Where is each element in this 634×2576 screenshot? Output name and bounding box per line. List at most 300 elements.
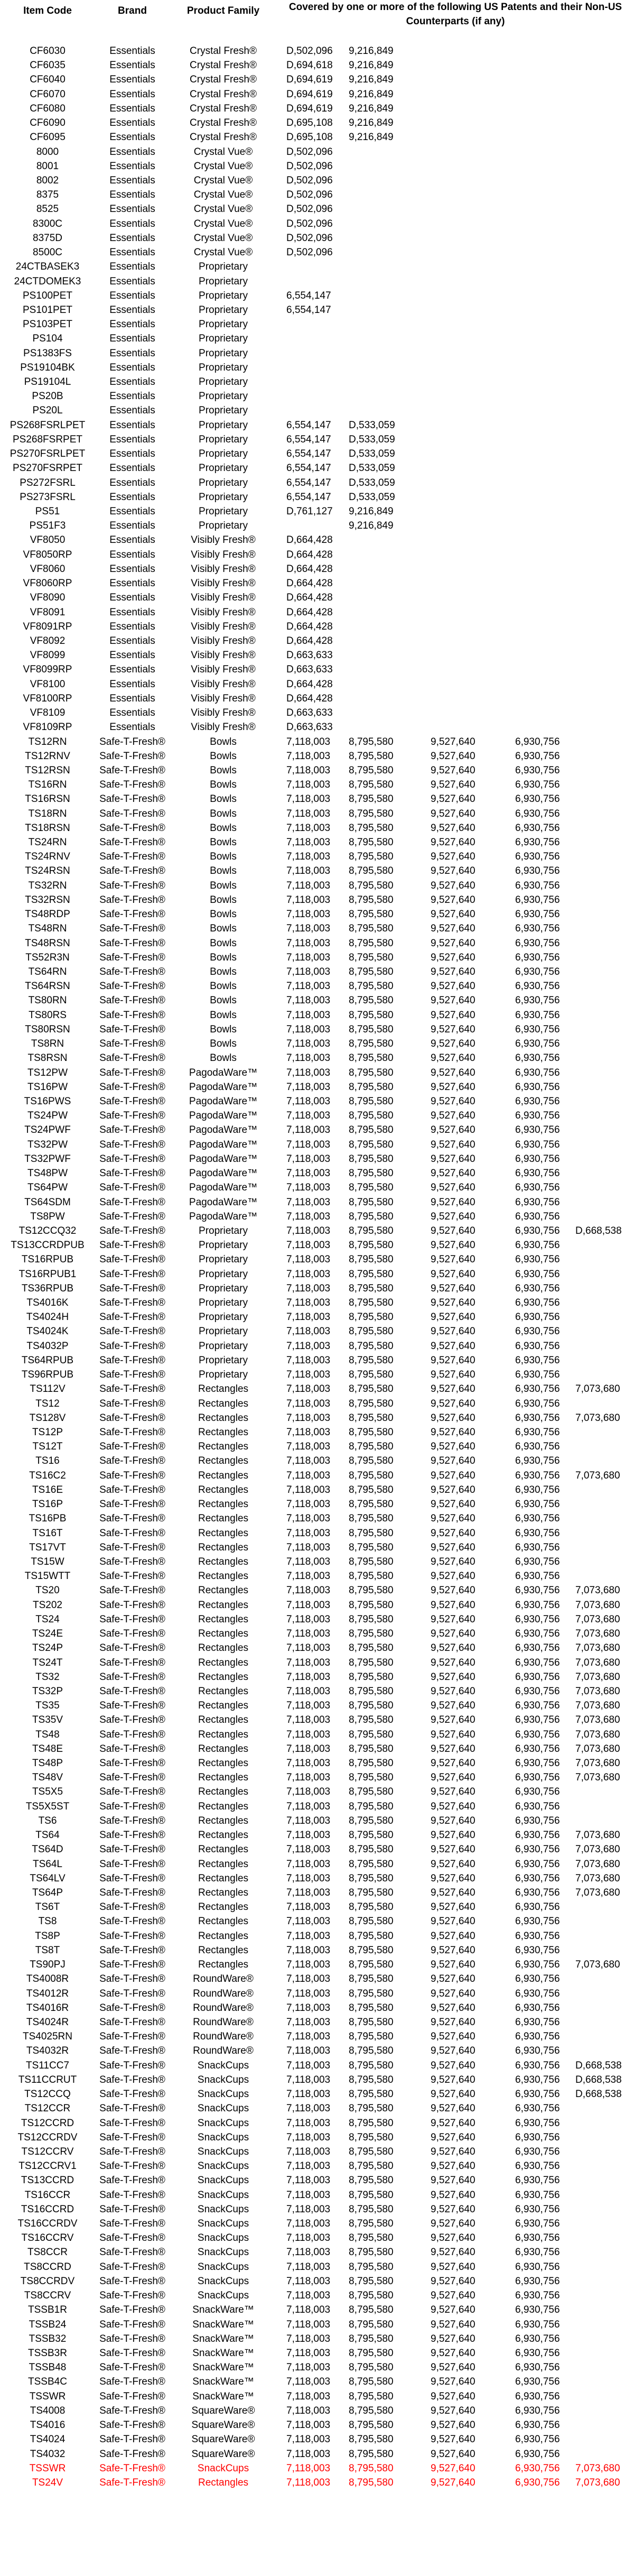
patent-4-cell: 6,930,756 bbox=[515, 2045, 560, 2057]
patent-3-cell bbox=[416, 173, 497, 188]
patent-5-cell bbox=[571, 1497, 634, 1511]
patent-2-cell: 8,795,580 bbox=[349, 1441, 394, 1453]
table-row bbox=[0, 1497, 634, 1511]
patent-1-cell: 7,118,003 bbox=[286, 2203, 331, 2215]
patent-4-cell: 6,930,756 bbox=[515, 2160, 560, 2172]
patent-3-cell: 9,527,640 bbox=[431, 750, 476, 762]
patent-1-cell: 7,118,003 bbox=[286, 1326, 331, 1337]
patent-4-cell: 6,930,756 bbox=[515, 1124, 560, 1136]
patent-1-cell: D,663,633 bbox=[286, 722, 333, 733]
patent-3-cell: 9,527,640 bbox=[431, 1988, 476, 1999]
patent-5-cell bbox=[571, 2318, 634, 2332]
patent-1-cell: 7,118,003 bbox=[286, 2290, 331, 2302]
patent-2-cell: 8,795,580 bbox=[349, 1628, 394, 1640]
patent-3-cell: 9,527,640 bbox=[431, 1254, 476, 1266]
brand-cell: Safe-T-Fresh® bbox=[99, 1398, 165, 1409]
table-row bbox=[0, 979, 634, 993]
table-row bbox=[0, 1439, 634, 1454]
table-row bbox=[0, 1180, 634, 1195]
patent-2-cell: 8,795,580 bbox=[349, 764, 394, 776]
patent-4-cell: 6,930,756 bbox=[515, 1225, 560, 1236]
item-code-cell: TS16P bbox=[32, 1499, 63, 1510]
patent-1-cell: 7,118,003 bbox=[286, 1412, 331, 1424]
product-family-cell: Rectangles bbox=[198, 1541, 249, 1553]
patent-3-cell: 9,527,640 bbox=[431, 2304, 476, 2316]
patent-1-cell: 7,118,003 bbox=[286, 2089, 331, 2100]
brand-cell: Safe-T-Fresh® bbox=[99, 2348, 165, 2359]
patent-4-cell: 6,930,756 bbox=[515, 2031, 560, 2043]
patent-5-cell bbox=[571, 2217, 634, 2231]
item-code-cell: TS4024R bbox=[26, 2016, 69, 2028]
patent-1-cell bbox=[277, 361, 349, 375]
patent-3-cell bbox=[416, 58, 497, 72]
patent-3-cell: 9,527,640 bbox=[431, 2232, 476, 2244]
brand-cell: Essentials bbox=[109, 650, 155, 661]
patent-3-cell: 9,527,640 bbox=[431, 1196, 476, 1208]
patent-4-cell: 6,930,756 bbox=[515, 2434, 560, 2445]
patent-2-cell bbox=[349, 576, 416, 590]
item-code-cell: TS12RSN bbox=[25, 764, 70, 776]
brand-cell: Safe-T-Fresh® bbox=[99, 1196, 165, 1208]
patent-3-cell: 9,527,640 bbox=[431, 2146, 476, 2157]
patent-3-cell: 9,527,640 bbox=[431, 1585, 476, 1596]
patent-1-cell: D,502,096 bbox=[286, 204, 333, 215]
product-family-cell: Bowls bbox=[210, 837, 237, 848]
patent-3-cell: 9,527,640 bbox=[431, 2131, 476, 2143]
patent-3-cell: 9,527,640 bbox=[431, 2333, 476, 2344]
item-code-cell: TS48 bbox=[35, 1729, 60, 1740]
patent-4-cell: 6,930,756 bbox=[515, 1671, 560, 1683]
brand-cell: Safe-T-Fresh® bbox=[99, 1340, 165, 1352]
product-family-cell: PagodaWare™ bbox=[189, 1124, 258, 1136]
patent-1-cell: 7,118,003 bbox=[286, 2420, 331, 2431]
patent-2-cell: 8,795,580 bbox=[349, 1455, 394, 1467]
brand-cell: Safe-T-Fresh® bbox=[99, 1872, 165, 1884]
item-code-cell: TS32 bbox=[35, 1671, 60, 1683]
brand-cell: Safe-T-Fresh® bbox=[99, 1858, 165, 1870]
patent-3-cell bbox=[416, 217, 497, 231]
patent-1-cell: 7,118,003 bbox=[286, 851, 331, 863]
table-row bbox=[0, 389, 634, 403]
patent-2-cell bbox=[349, 634, 416, 648]
brand-cell: Essentials bbox=[109, 506, 155, 517]
table-row bbox=[0, 188, 634, 202]
item-code-cell: PS268FSRPET bbox=[13, 433, 82, 445]
item-code-cell: TS12CCR bbox=[24, 2103, 71, 2115]
item-code-cell: TS4008R bbox=[26, 1973, 69, 1985]
patent-2-cell bbox=[349, 691, 416, 706]
brand-cell: Essentials bbox=[109, 60, 155, 71]
patent-2-cell: 8,795,580 bbox=[349, 1383, 394, 1395]
patent-3-cell: 9,527,640 bbox=[431, 1139, 476, 1150]
patent-5-cell: D,668,538 bbox=[575, 1225, 622, 1236]
patent-2-cell: 9,216,849 bbox=[349, 117, 394, 129]
patent-4-cell bbox=[497, 173, 571, 188]
patent-4-cell: 6,930,756 bbox=[515, 1988, 560, 1999]
patent-5-cell bbox=[571, 2332, 634, 2346]
patent-4-cell bbox=[497, 533, 571, 547]
patent-5-cell: 7,073,680 bbox=[575, 1887, 620, 1898]
brand-cell: Essentials bbox=[109, 275, 155, 287]
item-code-cell: PS19104BK bbox=[20, 362, 75, 373]
item-code-cell: TS12 bbox=[35, 1398, 60, 1409]
patent-4-cell: 6,930,756 bbox=[515, 1685, 560, 1697]
table-row bbox=[0, 317, 634, 331]
product-family-cell: Rectangles bbox=[198, 1599, 249, 1611]
patent-4-cell: 6,930,756 bbox=[515, 1081, 560, 1093]
patent-1-cell: 7,118,003 bbox=[286, 995, 331, 1007]
table-row bbox=[0, 260, 634, 274]
table-row bbox=[0, 72, 634, 87]
brand-cell: Safe-T-Fresh® bbox=[99, 2362, 165, 2374]
patent-3-cell bbox=[416, 490, 497, 504]
patent-5-cell bbox=[571, 1138, 634, 1152]
patent-4-cell: 6,930,756 bbox=[515, 793, 560, 805]
brand-cell: Essentials bbox=[109, 189, 155, 201]
patent-3-cell bbox=[416, 317, 497, 331]
product-family-cell: Proprietary bbox=[199, 477, 248, 488]
brand-cell: Safe-T-Fresh® bbox=[99, 1541, 165, 1553]
brand-cell: Safe-T-Fresh® bbox=[99, 2103, 165, 2115]
patent-4-cell: 6,930,756 bbox=[515, 2175, 560, 2186]
table-row bbox=[0, 1742, 634, 1756]
brand-cell: Safe-T-Fresh® bbox=[99, 837, 165, 848]
table-row bbox=[0, 2116, 634, 2130]
brand-cell: Safe-T-Fresh® bbox=[99, 1801, 165, 1812]
patent-1-cell: D,664,428 bbox=[286, 592, 333, 604]
patent-4-cell: 6,930,756 bbox=[515, 1254, 560, 1266]
patent-1-cell: 7,118,003 bbox=[286, 2002, 331, 2014]
patent-1-cell: 7,118,003 bbox=[286, 1139, 331, 1150]
brand-cell: Safe-T-Fresh® bbox=[99, 1988, 165, 1999]
product-family-cell: Proprietary bbox=[199, 448, 248, 460]
patent-1-cell: 7,118,003 bbox=[286, 1254, 331, 1266]
product-family-cell: Visibly Fresh® bbox=[191, 650, 256, 661]
patent-5-cell bbox=[571, 2202, 634, 2217]
patent-4-cell bbox=[497, 231, 571, 245]
product-family-cell: Crystal Fresh® bbox=[190, 103, 257, 114]
patent-1-cell: 7,118,003 bbox=[286, 2434, 331, 2445]
patent-5-cell bbox=[571, 1397, 634, 1411]
table-row bbox=[0, 1252, 634, 1267]
item-code-cell: PS273FSRL bbox=[20, 491, 76, 503]
brand-cell: Essentials bbox=[109, 448, 155, 460]
table-row bbox=[0, 2001, 634, 2015]
brand-cell: Safe-T-Fresh® bbox=[99, 937, 165, 949]
patent-5-cell bbox=[571, 1799, 634, 1814]
patent-1-cell: D,694,619 bbox=[286, 74, 333, 86]
patent-4-cell bbox=[497, 145, 571, 159]
patent-3-cell: 9,527,640 bbox=[431, 1110, 476, 1122]
patent-1-cell: 7,118,003 bbox=[286, 2448, 331, 2460]
brand-cell: Essentials bbox=[109, 722, 155, 733]
item-code-cell: TS12CCRV1 bbox=[18, 2160, 77, 2172]
patent-2-cell: 8,795,580 bbox=[349, 2390, 394, 2402]
product-family-cell: Proprietary bbox=[199, 405, 248, 417]
patent-5-cell bbox=[571, 1195, 634, 1209]
patent-2-cell: 8,795,580 bbox=[349, 1944, 394, 1956]
patent-2-cell: 8,795,580 bbox=[349, 2376, 394, 2388]
patent-4-cell: 6,930,756 bbox=[515, 2232, 560, 2244]
patent-5-cell bbox=[571, 418, 634, 432]
table-row bbox=[0, 231, 634, 245]
patent-4-cell: 6,930,756 bbox=[515, 750, 560, 762]
item-code-cell: TS8CCRV bbox=[24, 2290, 71, 2302]
brand-cell: Safe-T-Fresh® bbox=[99, 1901, 165, 1913]
patent-4-cell: 6,930,756 bbox=[515, 1441, 560, 1453]
patent-5-cell: 7,073,680 bbox=[575, 1844, 620, 1855]
item-code-cell: TS16CCRDV bbox=[17, 2218, 78, 2230]
patent-5-cell bbox=[571, 1569, 634, 1583]
patent-2-cell: 8,795,580 bbox=[349, 1541, 394, 1553]
item-code-cell: TS24PWF bbox=[24, 1124, 71, 1136]
brand-cell: Safe-T-Fresh® bbox=[99, 1714, 165, 1726]
patent-2-cell: 8,795,580 bbox=[349, 2420, 394, 2431]
patent-2-cell bbox=[349, 159, 416, 173]
patent-2-cell: 8,795,580 bbox=[349, 1499, 394, 1510]
product-family-cell: Rectangles bbox=[198, 1959, 249, 1971]
patent-3-cell bbox=[416, 519, 497, 533]
patent-5-cell bbox=[571, 303, 634, 317]
patent-1-cell: 7,118,003 bbox=[286, 1211, 331, 1222]
item-code-cell: TS16PB bbox=[29, 1513, 67, 1525]
patent-3-cell: 9,527,640 bbox=[431, 1786, 476, 1798]
item-code-cell: TS8P bbox=[35, 1930, 60, 1942]
patent-1-cell: 7,118,003 bbox=[286, 1168, 331, 1179]
patent-1-cell: 7,118,003 bbox=[286, 909, 331, 920]
patent-1-cell: 7,118,003 bbox=[286, 1772, 331, 1784]
item-code-cell: TS16T bbox=[32, 1527, 63, 1539]
patent-2-cell bbox=[349, 202, 416, 216]
table-row bbox=[0, 519, 634, 533]
brand-cell: Essentials bbox=[109, 362, 155, 373]
patent-4-cell: 6,930,756 bbox=[515, 2203, 560, 2215]
product-family-cell: Proprietary bbox=[199, 275, 248, 287]
patent-2-cell bbox=[349, 403, 416, 418]
product-family-cell: Rectangles bbox=[198, 1556, 249, 1567]
patent-5-cell bbox=[571, 1180, 634, 1195]
patent-2-cell: 8,795,580 bbox=[349, 1312, 394, 1323]
patent-3-cell bbox=[416, 274, 497, 289]
patent-2-cell: 8,795,580 bbox=[349, 1268, 394, 1280]
item-code-cell: TS128V bbox=[29, 1412, 66, 1424]
patent-4-cell bbox=[497, 548, 571, 562]
table-row bbox=[0, 2332, 634, 2346]
patent-1-cell: 7,118,003 bbox=[286, 1959, 331, 1971]
table-row bbox=[0, 1094, 634, 1109]
table-row bbox=[0, 2173, 634, 2187]
table-row bbox=[0, 130, 634, 144]
brand-cell: Safe-T-Fresh® bbox=[99, 2045, 165, 2057]
patent-3-cell: 9,527,640 bbox=[431, 1369, 476, 1381]
patent-5-cell: 7,073,680 bbox=[575, 1743, 620, 1755]
product-family-cell: RoundWare® bbox=[193, 2045, 254, 2057]
patent-4-cell bbox=[497, 331, 571, 346]
product-family-cell: Visibly Fresh® bbox=[191, 549, 256, 560]
patent-2-cell: 8,795,580 bbox=[349, 779, 394, 791]
patent-5-cell bbox=[571, 461, 634, 475]
patent-1-cell bbox=[277, 403, 349, 418]
item-code-cell: TS16 bbox=[35, 1455, 60, 1467]
brand-cell: Safe-T-Fresh® bbox=[99, 2016, 165, 2028]
patent-1-cell: D,664,428 bbox=[286, 678, 333, 690]
patent-1-cell: 7,118,003 bbox=[286, 1758, 331, 1769]
product-family-cell: PagodaWare™ bbox=[189, 1196, 258, 1208]
brand-cell: Safe-T-Fresh® bbox=[99, 1844, 165, 1855]
patent-2-cell: 8,795,580 bbox=[349, 1729, 394, 1740]
patent-3-cell: 9,527,640 bbox=[431, 1685, 476, 1697]
patent-4-cell bbox=[497, 562, 571, 576]
item-code-cell: TS48V bbox=[32, 1772, 63, 1784]
product-family-cell: SquareWare® bbox=[191, 2405, 255, 2416]
patent-4-cell: 6,930,756 bbox=[515, 2146, 560, 2157]
brand-cell: Essentials bbox=[109, 606, 155, 618]
patent-4-cell: 6,930,756 bbox=[515, 1499, 560, 1510]
patent-4-cell: 6,930,756 bbox=[515, 2376, 560, 2388]
patent-1-cell: D,663,633 bbox=[286, 707, 333, 719]
table-row bbox=[0, 1469, 634, 1483]
table-row bbox=[0, 2145, 634, 2159]
patent-5-cell bbox=[571, 2029, 634, 2044]
brand-cell: Safe-T-Fresh® bbox=[99, 1326, 165, 1337]
patent-3-cell: 9,527,640 bbox=[431, 1441, 476, 1453]
patent-1-cell: 7,118,003 bbox=[286, 1095, 331, 1107]
patent-1-cell: 7,118,003 bbox=[286, 952, 331, 963]
brand-cell: Essentials bbox=[109, 520, 155, 532]
patent-5-cell bbox=[571, 533, 634, 547]
brand-cell: Safe-T-Fresh® bbox=[99, 2160, 165, 2172]
brand-cell: Safe-T-Fresh® bbox=[99, 2146, 165, 2157]
patent-1-cell: 7,118,003 bbox=[286, 2016, 331, 2028]
patent-4-cell: 6,930,756 bbox=[515, 865, 560, 877]
table-row bbox=[0, 893, 634, 907]
item-code-cell: PS272FSRL bbox=[20, 477, 76, 488]
brand-cell: Safe-T-Fresh® bbox=[99, 2060, 165, 2071]
product-family-cell: Rectangles bbox=[198, 1527, 249, 1539]
patent-2-cell: 8,795,580 bbox=[349, 1685, 394, 1697]
patent-4-cell bbox=[497, 590, 571, 605]
patent-4-cell bbox=[497, 662, 571, 677]
patent-3-cell bbox=[416, 476, 497, 490]
patent-2-cell bbox=[349, 533, 416, 547]
product-family-cell: Proprietary bbox=[199, 1369, 248, 1381]
product-family-cell: SnackCups bbox=[197, 2146, 249, 2157]
product-family-cell: Bowls bbox=[210, 750, 237, 762]
item-code-cell: TS4016 bbox=[30, 2420, 66, 2431]
patent-5-cell bbox=[571, 116, 634, 130]
table-row bbox=[0, 245, 634, 260]
patent-3-cell bbox=[416, 389, 497, 403]
patent-3-cell bbox=[416, 648, 497, 662]
product-family-cell: SnackCups bbox=[197, 2089, 249, 2100]
patent-3-cell: 9,527,640 bbox=[431, 2390, 476, 2402]
patent-1-cell: 7,118,003 bbox=[286, 1340, 331, 1352]
product-family-cell: Rectangles bbox=[198, 1671, 249, 1683]
patent-1-cell: 7,118,003 bbox=[286, 1988, 331, 1999]
brand-cell: Safe-T-Fresh® bbox=[99, 1685, 165, 1697]
brand-cell: Safe-T-Fresh® bbox=[99, 1973, 165, 1985]
patent-5-cell bbox=[571, 2418, 634, 2432]
product-family-cell: Bowls bbox=[210, 779, 237, 791]
table-row bbox=[0, 375, 634, 389]
patent-1-cell: 7,118,003 bbox=[286, 937, 331, 949]
patent-2-cell: 9,216,849 bbox=[349, 74, 394, 86]
patent-3-cell bbox=[416, 260, 497, 274]
table-row bbox=[0, 2461, 634, 2476]
patent-5-cell bbox=[571, 634, 634, 648]
patent-5-cell bbox=[571, 2159, 634, 2173]
patent-5-cell: 7,073,680 bbox=[575, 1772, 620, 1784]
table-body bbox=[0, 44, 634, 2490]
patent-5-cell: 7,073,680 bbox=[575, 1585, 620, 1596]
table-row bbox=[0, 1627, 634, 1641]
patent-4-cell: 6,930,756 bbox=[515, 1657, 560, 1668]
item-code-cell: VF8050RP bbox=[23, 549, 72, 560]
patent-5-cell bbox=[571, 519, 634, 533]
patent-5-cell bbox=[571, 1252, 634, 1267]
table-row bbox=[0, 2418, 634, 2432]
brand-cell: Safe-T-Fresh® bbox=[99, 1268, 165, 1280]
table-row bbox=[0, 1785, 634, 1799]
product-family-cell: RoundWare® bbox=[193, 1973, 254, 1985]
item-code-cell: TS12CCQ32 bbox=[18, 1225, 77, 1236]
product-family-cell: Proprietary bbox=[199, 491, 248, 503]
patent-4-cell: 6,930,756 bbox=[515, 1196, 560, 1208]
item-code-cell: TS16RSN bbox=[25, 793, 70, 805]
brand-cell: Essentials bbox=[109, 132, 155, 143]
item-code-cell: VF8099 bbox=[30, 650, 66, 661]
patent-3-cell: 9,527,640 bbox=[431, 736, 476, 747]
brand-cell: Safe-T-Fresh® bbox=[99, 1628, 165, 1640]
table-row bbox=[0, 2274, 634, 2288]
item-code-cell: TSSB48 bbox=[29, 2362, 67, 2374]
patent-5-cell bbox=[571, 130, 634, 144]
brand-cell: Safe-T-Fresh® bbox=[99, 1470, 165, 1481]
product-family-cell: Rectangles bbox=[198, 1872, 249, 1884]
table-row bbox=[0, 1008, 634, 1022]
patent-1-cell: 7,118,003 bbox=[286, 1714, 331, 1726]
table-row bbox=[0, 1267, 634, 1281]
product-family-cell: Proprietary bbox=[199, 1354, 248, 1366]
patent-4-cell: 6,930,756 bbox=[515, 1340, 560, 1352]
patent-3-cell: 9,527,640 bbox=[431, 1700, 476, 1712]
patent-2-cell: 8,795,580 bbox=[349, 2016, 394, 2028]
patent-1-cell: 7,118,003 bbox=[286, 1801, 331, 1812]
patent-3-cell: 9,527,640 bbox=[431, 2203, 476, 2215]
patent-5-cell bbox=[571, 720, 634, 734]
patent-1-cell: 7,118,003 bbox=[286, 2189, 331, 2201]
table-row bbox=[0, 1080, 634, 1094]
patent-5-cell bbox=[571, 993, 634, 1008]
patent-2-cell: D,533,059 bbox=[349, 448, 395, 460]
patent-5-cell bbox=[571, 1324, 634, 1338]
patent-3-cell bbox=[416, 145, 497, 159]
brand-cell: Safe-T-Fresh® bbox=[99, 1916, 165, 1927]
table-row bbox=[0, 1756, 634, 1770]
item-code-cell: TS4032P bbox=[26, 1340, 69, 1352]
patent-4-cell: 6,930,756 bbox=[515, 2319, 560, 2330]
brand-cell: Safe-T-Fresh® bbox=[99, 2319, 165, 2330]
table-row bbox=[0, 331, 634, 346]
table-row bbox=[0, 2087, 634, 2101]
patent-4-cell: 6,930,756 bbox=[515, 1541, 560, 1553]
patent-4-cell bbox=[497, 490, 571, 504]
item-code-cell: TS18RSN bbox=[25, 822, 70, 834]
brand-cell: Safe-T-Fresh® bbox=[99, 2189, 165, 2201]
item-code-cell: TS12T bbox=[32, 1441, 63, 1453]
table-row bbox=[0, 533, 634, 547]
patent-5-cell: 7,073,680 bbox=[575, 1959, 620, 1971]
